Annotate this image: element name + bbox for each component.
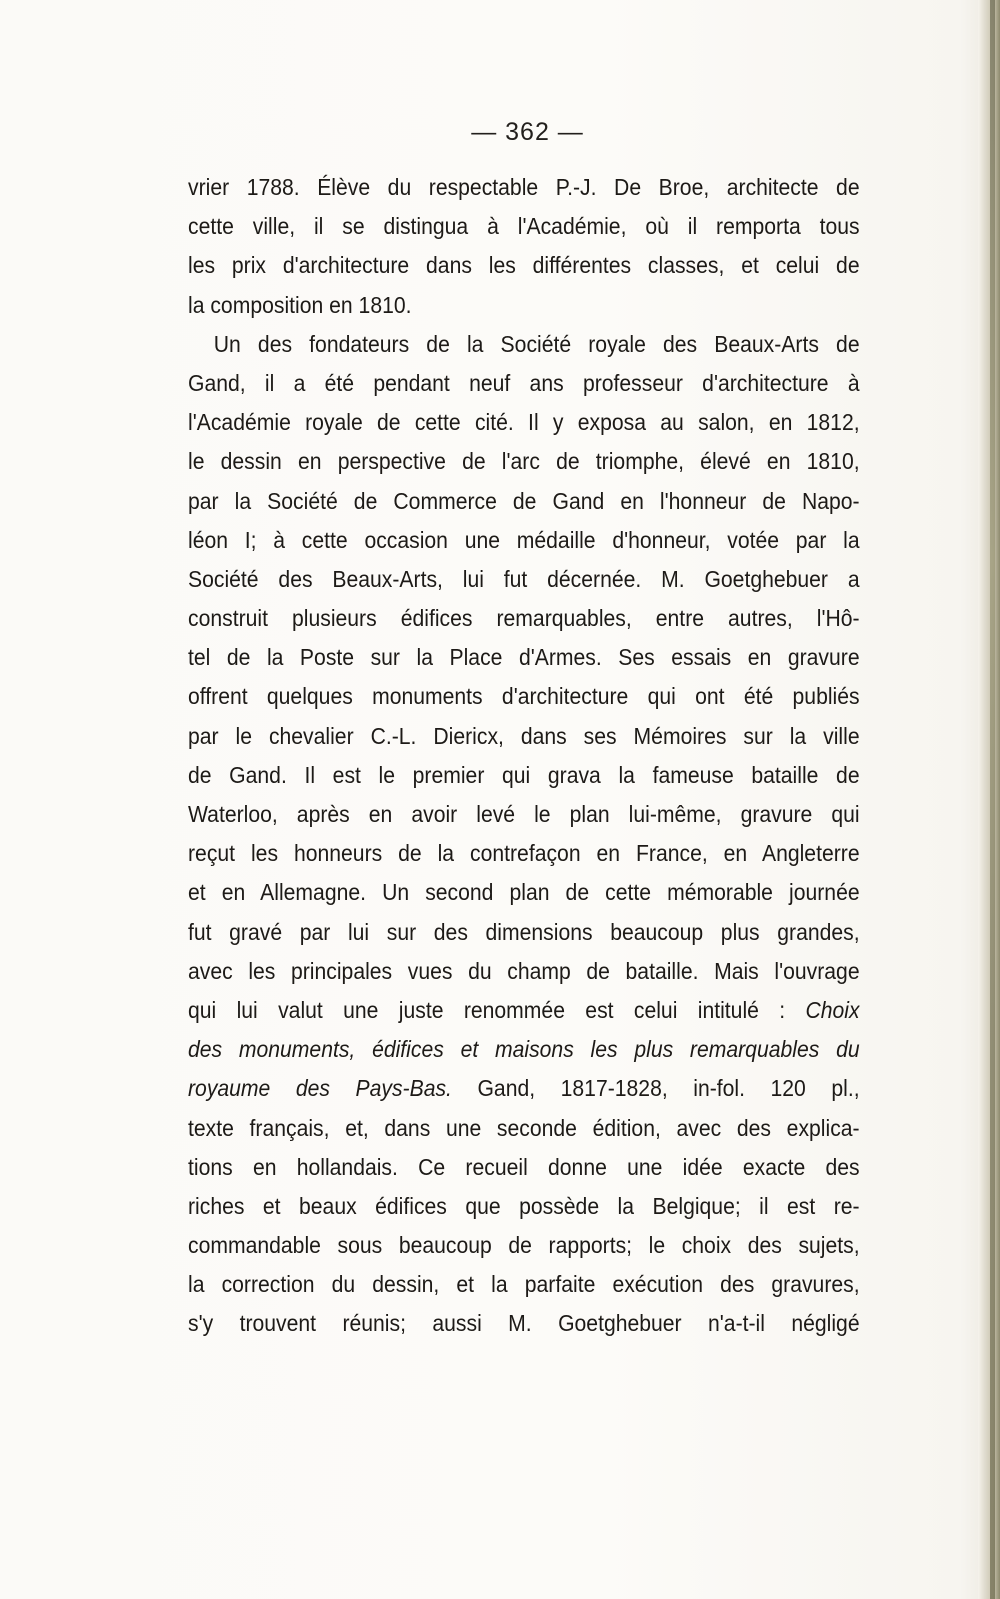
text-line: et en Allemagne. Un second plan de cette mémorable journée <box>188 879 860 906</box>
book-title-start: Choix <box>805 996 860 1023</box>
text-line: Gand, il a été pendant neuf ans professeur d'architecture à <box>188 369 860 396</box>
text-line: vrier 1788. Élève du respectable P.-J. De Broe, architecte de <box>188 174 860 200</box>
text-line: reçut les honneurs de la contrefaçon en France, en Angleterre <box>188 840 860 867</box>
text-line: commandable sous beaucoup de rapports; le choix des sujets, <box>188 1232 860 1259</box>
text-line: le dessin en perspective de l'arc de triomphe, élevé en 1810, <box>188 448 860 475</box>
text-line: s'y trouvent réunis; aussi M. Goetghebuer n'a-t-il négligé <box>188 1310 860 1337</box>
text-line: offrent quelques monuments d'architecture qui ont été publiés <box>188 683 860 710</box>
text-line: Waterloo, après en avoir levé le plan lui-même, gravure qui <box>188 801 860 827</box>
text-line: de Gand. Il est le premier qui grava la fameuse bataille de <box>188 761 860 788</box>
text-line: tions en hollandais. Ce recueil donne une idée exacte des <box>188 1153 860 1180</box>
text-line: la correction du dessin, et la parfaite exécution des gravures, <box>188 1271 860 1298</box>
binding-shadow <box>990 0 995 1599</box>
text-line: l'Académie royale de cette cité. Il y exposa au salon, en 1812, <box>188 409 860 436</box>
page-edge <box>978 0 1000 1599</box>
text-line: Un des fondateurs de la Société royale des Beaux-Arts de <box>213 330 860 357</box>
text-line: construit plusieurs édifices remarquables, entre autres, l'Hô- <box>188 605 860 632</box>
text-line: par le chevalier C.-L. Diericx, dans ses Mémoires sur la ville <box>188 722 860 749</box>
text-line: texte français, et, dans une seconde édition, avec des explica- <box>188 1114 860 1141</box>
text-line: léon I; à cette occasion une médaille d'honneur, votée par la <box>188 526 860 553</box>
text-line: riches et beaux édifices que possède la Belgique; il est re- <box>188 1192 860 1219</box>
text-line: fut gravé par lui sur des dimensions beaucoup plus grandes, <box>188 918 860 945</box>
text-line: par la Société de Commerce de Gand en l'honneur de Napo- <box>188 487 860 514</box>
text-line: cette ville, il se distingua à l'Académie, où il remporta tous <box>188 213 860 240</box>
text-line: Société des Beaux-Arts, lui fut décernée. M. Goetghebuer a <box>188 565 860 592</box>
text-line: les prix d'architecture dans les différentes classes, et celui de <box>188 252 860 279</box>
text-line: tel de la Poste sur la Place d'Armes. Ses essais en gravure <box>188 644 860 671</box>
book-title-end: royaume des Pays-Bas. <box>188 1075 452 1102</box>
text-line-with-title <box>188 1069 860 1108</box>
body-text <box>188 168 860 1344</box>
text-line: avec les principales vues du champ de bataille. Mais l'ouvrage <box>188 957 860 984</box>
page-number: — 362 — <box>471 118 584 146</box>
publication-details: Gand, 1817-1828, in-fol. 120 pl., <box>451 1075 860 1102</box>
text-line: la composition en 1810. <box>188 291 412 318</box>
book-title-line: des monuments, édifices et maisons les plus remarquables du <box>188 1036 860 1063</box>
line-text: qui lui valut une juste renommée est celui intitulé : <box>188 996 786 1023</box>
text-line-with-title <box>188 991 860 1030</box>
